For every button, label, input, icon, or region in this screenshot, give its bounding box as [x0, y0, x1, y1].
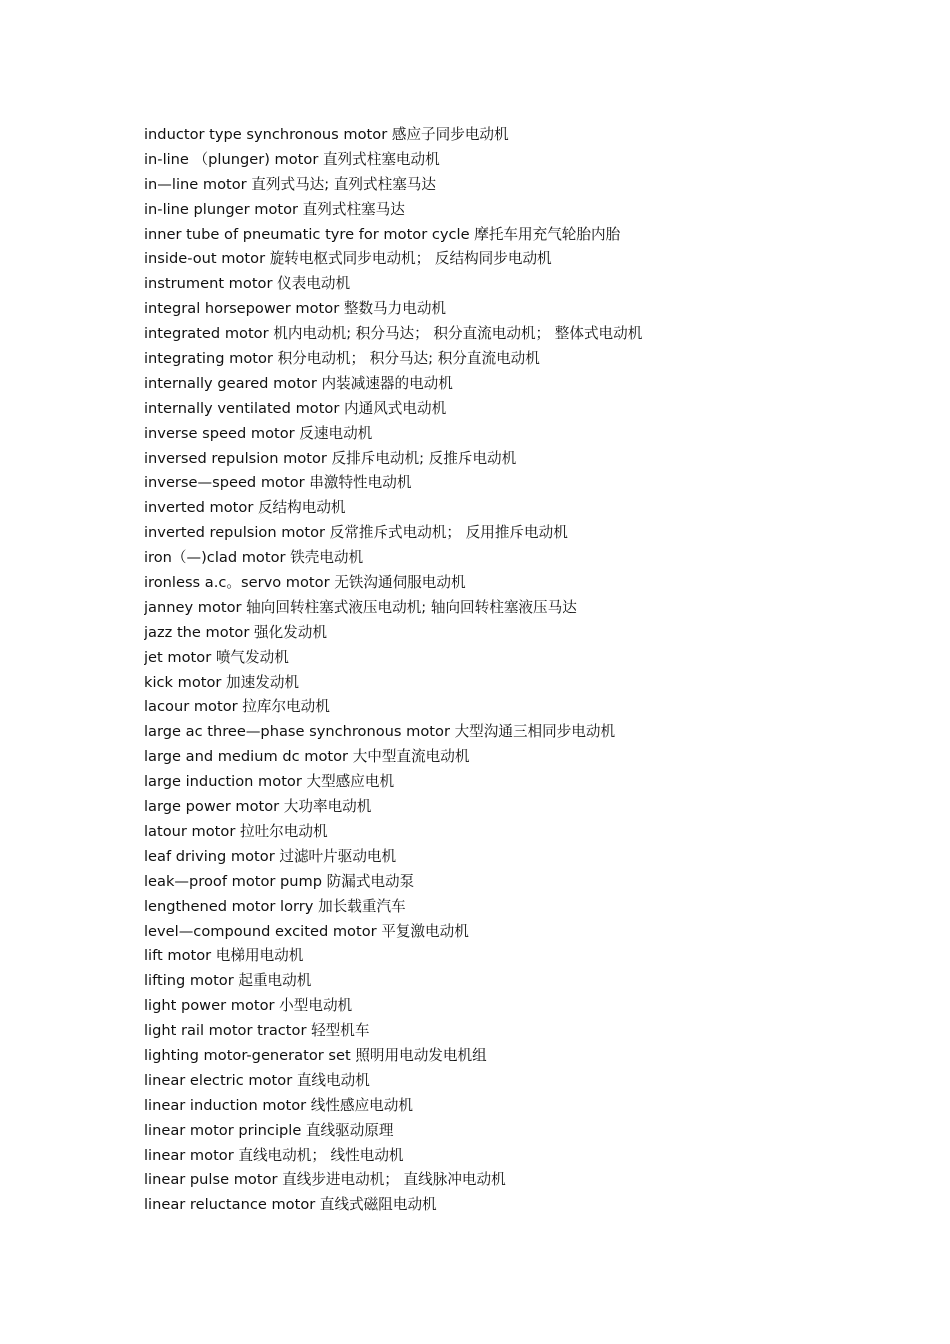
glossary-entry: large ac three—phase synchronous motor 大型沟通三相同步电动机: [144, 723, 616, 741]
glossary-entry: large power motor 大功率电动机: [144, 798, 372, 816]
glossary-entry: leak—proof motor pump 防漏式电动泵: [144, 872, 415, 890]
glossary-entry: jet motor 喷气发动机: [144, 648, 289, 666]
glossary-entry: light power motor 小型电动机: [144, 997, 353, 1015]
glossary-entry: integrating motor 积分电动机； 积分马达; 积分直流电动机: [144, 350, 540, 368]
glossary-entry: linear motor 直线电动机； 线性电动机: [144, 1146, 404, 1164]
glossary-entry: inverse speed motor 反速电动机: [144, 424, 373, 442]
glossary-entry: internally geared motor 内装减速器的电动机: [144, 374, 453, 392]
glossary-entry: level—compound excited motor 平复激电动机: [144, 922, 469, 940]
glossary-entry: lifting motor 起重电动机: [144, 972, 312, 990]
glossary-entry: internally ventilated motor 内通风式电动机: [144, 399, 447, 417]
glossary-entry: inversed repulsion motor 反排斥电动机; 反推斥电动机: [144, 449, 517, 467]
glossary-entry: inductor type synchronous motor 感应子同步电动机: [144, 126, 509, 143]
glossary-entry: linear pulse motor 直线步进电动机； 直线脉冲电动机: [144, 1171, 506, 1189]
glossary-entry: inverse—speed motor 串激特性电动机: [144, 474, 412, 492]
glossary-entry: light rail motor tractor 轻型机车: [144, 1022, 370, 1040]
glossary-entry: linear electric motor 直线电动机: [144, 1071, 370, 1089]
glossary-entry: inner tube of pneumatic tyre for motor cycle 摩托车用充气轮胎内胎: [144, 225, 621, 243]
glossary-entry: linear reluctance motor 直线式磁阻电动机: [144, 1196, 437, 1214]
glossary-entry: integrated motor 机内电动机; 积分马达； 积分直流电动机； 整体式电动机: [144, 325, 643, 343]
glossary-entry: in-line （plunger) motor 直列式柱塞电动机: [144, 150, 440, 168]
glossary-entry: leaf driving motor 过滤叶片驱动电机: [144, 847, 397, 865]
glossary-entry: lengthened motor lorry 加长载重汽车: [144, 897, 406, 915]
glossary-entry: ironless a.c。servo motor 无铁沟通伺服电动机: [144, 574, 466, 592]
glossary-entry: kick motor 加速发动机: [144, 673, 300, 691]
glossary-entry: linear motor principle 直线驱动原理: [144, 1121, 394, 1139]
glossary-entry: linear induction motor 线性感应电动机: [144, 1096, 413, 1114]
glossary-entry: jazz the motor 强化发动机: [144, 623, 327, 641]
glossary-entry: large and medium dc motor 大中型直流电动机: [144, 748, 470, 766]
glossary-list: [144, 123, 884, 1218]
glossary-entry: large induction motor 大型感应电机: [144, 773, 395, 791]
glossary-entry: integral horsepower motor 整数马力电动机: [144, 300, 447, 318]
glossary-entry: in—line motor 直列式马达; 直列式柱塞马达: [144, 175, 436, 193]
glossary-entry: lighting motor-generator set 照明用电动发电机组: [144, 1046, 487, 1064]
glossary-entry: in-line plunger motor 直列式柱塞马达: [144, 200, 405, 218]
glossary-entry: inverted repulsion motor 反常推斥式电动机； 反用推斥电动机: [144, 524, 568, 542]
glossary-entry: iron（—)clad motor 铁壳电动机: [144, 549, 364, 567]
glossary-entry: latour motor 拉吐尔电动机: [144, 822, 328, 840]
glossary-entry: instrument motor 仪表电动机: [144, 275, 351, 293]
glossary-entry: lacour motor 拉库尔电动机: [144, 698, 330, 716]
glossary-entry: janney motor 轴向回转柱塞式液压电动机; 轴向回转柱塞液压马达: [144, 598, 577, 616]
glossary-entry: inside-out motor 旋转电枢式同步电动机； 反结构同步电动机: [144, 250, 552, 268]
glossary-entry: inverted motor 反结构电动机: [144, 499, 346, 517]
glossary-entry: lift motor 电梯用电动机: [144, 947, 304, 965]
